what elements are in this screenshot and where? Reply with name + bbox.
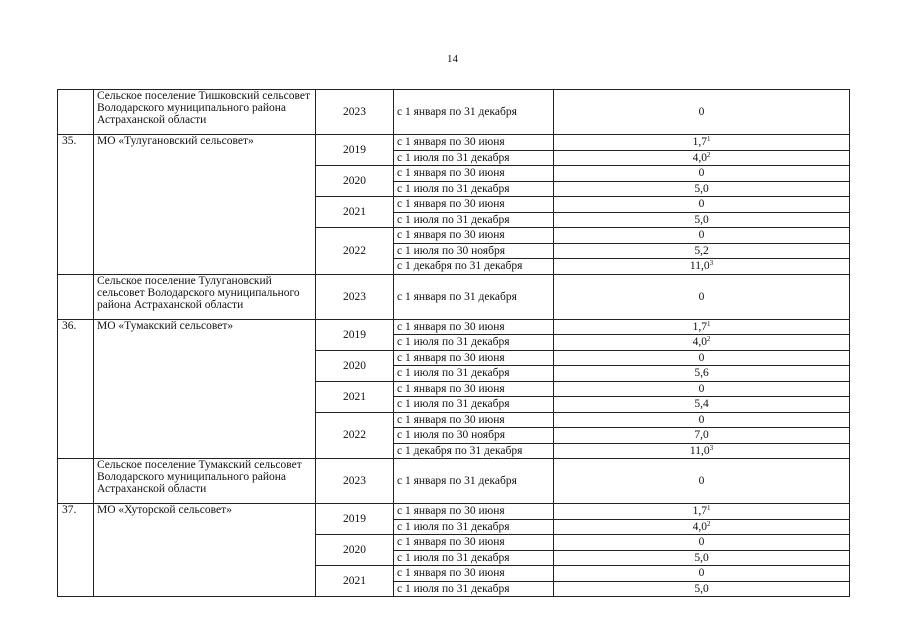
year-cell: 2019 — [316, 319, 394, 350]
period-cell: с 1 июля по 31 декабря — [394, 581, 554, 597]
table-row — [58, 504, 850, 520]
period-cell: с 1 июля по 31 декабря — [394, 335, 554, 351]
value-cell: 5,0 — [554, 181, 850, 197]
period-cell: с 1 января по 30 июня — [394, 350, 554, 366]
period-cell: с 1 января по 30 июня — [394, 566, 554, 582]
year-cell: 2019 — [316, 135, 394, 166]
value-cell: 0 — [554, 459, 850, 504]
row-number: 35. — [58, 135, 94, 275]
period-cell: с 1 июля по 31 декабря — [394, 366, 554, 382]
value-cell: 0 — [554, 412, 850, 428]
period-cell: с 1 января по 30 июня — [394, 535, 554, 551]
row-number: 36. — [58, 319, 94, 459]
value-cell: 0 — [554, 197, 850, 213]
value-cell: 11,0$^3$ — [554, 259, 850, 275]
period-cell: с 1 декабря по 31 декабря — [394, 443, 554, 459]
page-number: 14 — [447, 53, 458, 65]
period-cell: с 1 июля по 31 декабря — [394, 150, 554, 166]
period-cell: с 1 января по 31 декабря — [394, 90, 554, 135]
value-cell: 11,0$^3$ — [554, 443, 850, 459]
value-cell: 0 — [554, 566, 850, 582]
value-cell: 0 — [554, 350, 850, 366]
value-cell: 5,6 — [554, 366, 850, 382]
year-cell: 2022 — [316, 412, 394, 459]
table-row — [58, 90, 850, 135]
year-cell: 2023 — [316, 459, 394, 504]
row-number: 37. — [58, 504, 94, 597]
period-cell: с 1 июля по 31 декабря — [394, 181, 554, 197]
period-cell: с 1 июля по 31 декабря — [394, 212, 554, 228]
period-cell: с 1 января по 30 июня — [394, 412, 554, 428]
period-cell: с 1 декабря по 31 декабря — [394, 259, 554, 275]
table-row — [58, 319, 850, 335]
period-cell: с 1 января по 31 декабря — [394, 274, 554, 319]
value-cell: 7,0 — [554, 428, 850, 444]
value-cell: 5,0 — [554, 212, 850, 228]
period-cell: с 1 января по 30 июня — [394, 197, 554, 213]
row-number — [58, 90, 94, 135]
value-cell: 5,0 — [554, 550, 850, 566]
municipality-name: Сельское поселение Тумакский сельсовет Володарского муниципального района Астраханской области — [94, 459, 316, 504]
value-cell: 0 — [554, 535, 850, 551]
year-cell: 2019 — [316, 504, 394, 535]
period-cell: с 1 января по 30 июня — [394, 319, 554, 335]
period-cell: с 1 июля по 31 декабря — [394, 397, 554, 413]
value-cell: 0 — [554, 166, 850, 182]
period-cell: с 1 июля по 31 декабря — [394, 519, 554, 535]
period-cell: с 1 июля по 30 ноября — [394, 428, 554, 444]
year-cell: 2021 — [316, 566, 394, 597]
table-row — [58, 459, 850, 504]
period-cell: с 1 июля по 31 декабря — [394, 550, 554, 566]
row-number — [58, 459, 94, 504]
value-cell: 0 — [554, 381, 850, 397]
municipality-name: МО «Хуторской сельсовет» — [94, 504, 316, 597]
period-cell: с 1 июля по 30 ноября — [394, 243, 554, 259]
period-cell: с 1 января по 30 июня — [394, 381, 554, 397]
value-cell: 0 — [554, 274, 850, 319]
year-cell: 2021 — [316, 197, 394, 228]
table-row — [58, 274, 850, 319]
row-number — [58, 274, 94, 319]
tariff-table-body — [58, 90, 850, 597]
period-cell: с 1 января по 30 июня — [394, 166, 554, 182]
tariff-table — [57, 89, 850, 597]
value-cell: $4,0^2$ — [554, 150, 850, 166]
period-cell: с 1 января по 30 июня — [394, 228, 554, 244]
year-cell: 2023 — [316, 274, 394, 319]
period-cell: с 1 января по 30 июня — [394, 135, 554, 151]
value-cell: 5,2 — [554, 243, 850, 259]
value-cell: $1,7^1$ — [554, 319, 850, 335]
municipality-name: Сельское поселение Тулугановский сельсовет Володарского муниципального района Астраханской области — [94, 274, 316, 319]
period-cell: с 1 января по 30 июня — [394, 504, 554, 520]
year-cell: 2020 — [316, 535, 394, 566]
year-cell: 2020 — [316, 166, 394, 197]
year-cell: 2023 — [316, 90, 394, 135]
period-cell: с 1 января по 31 декабря — [394, 459, 554, 504]
value-cell: $4,0^2$ — [554, 335, 850, 351]
municipality-name: МО «Тумакский сельсовет» — [94, 319, 316, 459]
year-cell: 2022 — [316, 228, 394, 275]
value-cell: $4,0^2$ — [554, 519, 850, 535]
table-row — [58, 135, 850, 151]
year-cell: 2021 — [316, 381, 394, 412]
value-cell: $1,7^1$ — [554, 504, 850, 520]
year-cell: 2020 — [316, 350, 394, 381]
value-cell: 0 — [554, 228, 850, 244]
value-cell: 5,4 — [554, 397, 850, 413]
value-cell: 5,0 — [554, 581, 850, 597]
value-cell: 0 — [554, 90, 850, 135]
municipality-name: Сельское поселение Тишковский сельсовет Володарского муниципального района Астраханской области — [94, 90, 316, 135]
value-cell: $1,7^1$ — [554, 135, 850, 151]
municipality-name: МО «Тулугановский сельсовет» — [94, 135, 316, 275]
